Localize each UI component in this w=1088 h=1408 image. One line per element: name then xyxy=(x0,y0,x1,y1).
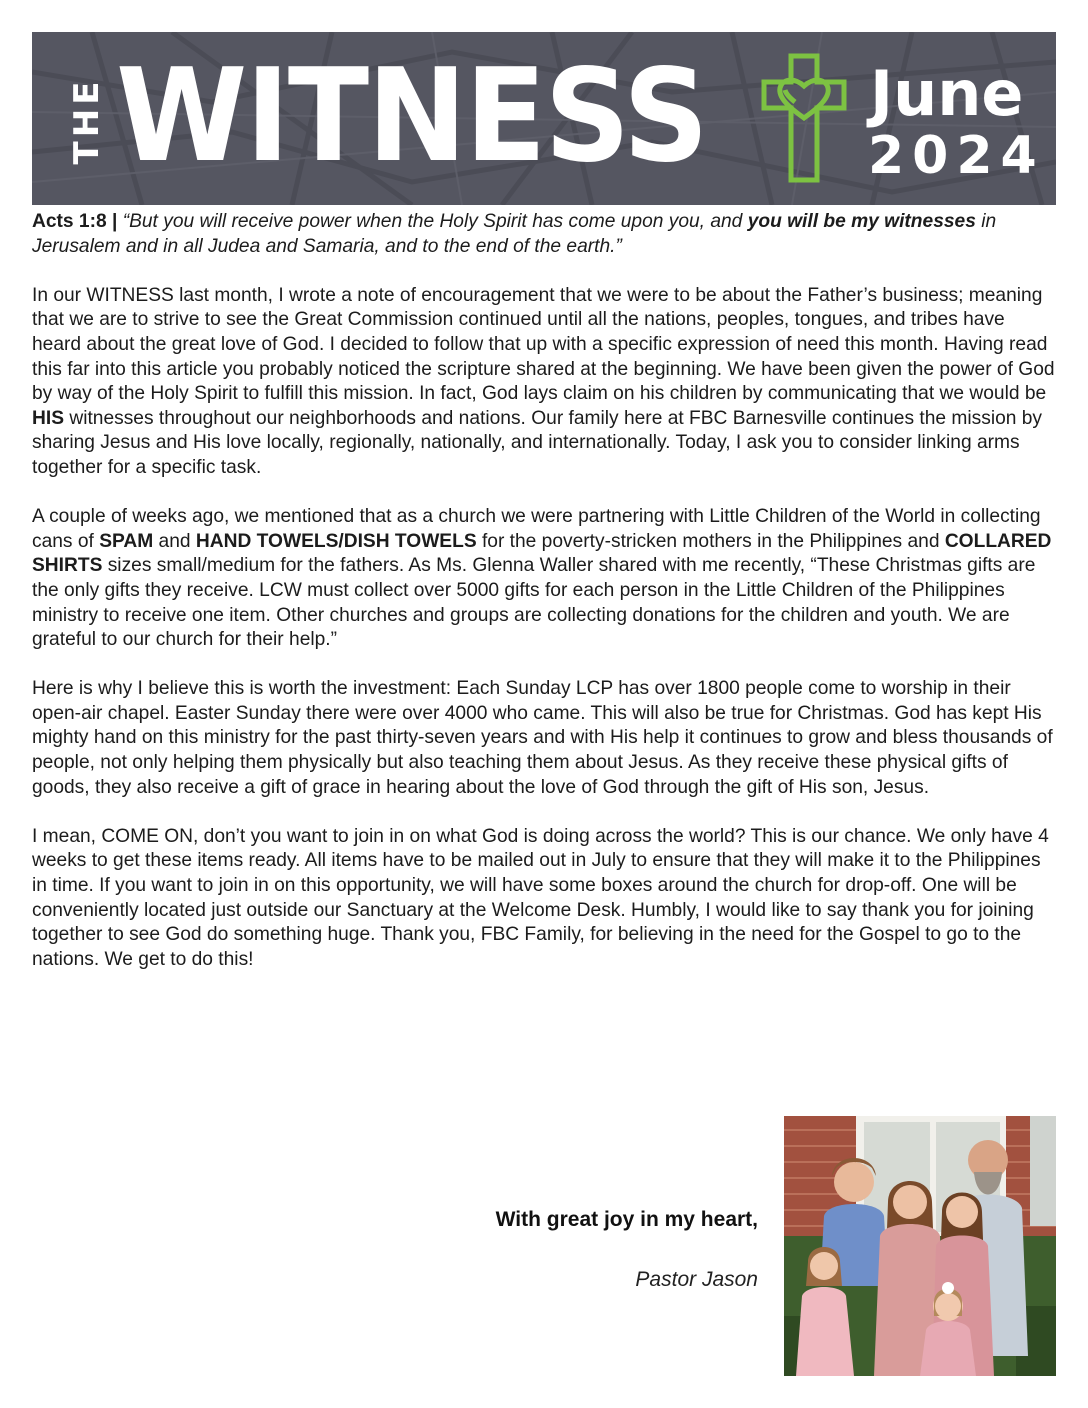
signature-name: Pastor Jason xyxy=(635,1268,758,1291)
masthead-the: THE xyxy=(67,77,107,165)
paragraph-1-his: HIS xyxy=(32,407,64,429)
issue-month: June xyxy=(870,57,1024,130)
scripture-text-1: “But you will receive power when the Holy Spirit has come upon you, and xyxy=(122,211,748,232)
item-shirts: COLLARED SHIRTS xyxy=(32,530,1052,577)
signature-closing: With great joy in my heart, xyxy=(495,1208,758,1231)
masthead-banner xyxy=(32,32,1056,205)
paragraph-2-text-b: and xyxy=(153,530,196,552)
paragraph-2-text-c: for the poverty-stricken mothers in the Philippines and xyxy=(476,530,945,552)
family-photo xyxy=(784,1116,1056,1376)
masthead-title: WITNESS xyxy=(116,42,707,191)
scripture-reference: Acts 1:8 | xyxy=(32,211,118,232)
paragraph-3: Here is why I believe this is worth the investment: Each Sunday LCP has over 1800 people come to worship in their open-air chapel. Easter Sunday there were over 4000 who came. This will also be true for Christmas. God has kept His mighty hand on this ministry for the past thirty-seven years and with His help it continues to grow and bless thousands of people, not only helping them physically but also teaching them about Jesus. As they receive these physical gifts of goods, they also receive a gift of grace in hearing about the love of God through the gift of His son, Jesus. xyxy=(32,678,1053,798)
paragraph-2 xyxy=(32,505,1056,653)
paragraph-2-text-d: sizes small/medium for the fathers. As Ms. Glenna Waller shared with me recently, “These Christmas gifts are the only gifts they receive. LCW must collect over 5000 gifts for each person in the Little Children of the Philippines ministry to receive one item. Other churches and groups are collecting donations for the children and youth. We are grateful to our church for their help.” xyxy=(32,555,1036,651)
scripture-quote xyxy=(32,210,1056,259)
issue-year: 2024 xyxy=(868,126,1045,186)
scripture-text-2: in Jerusalem and in all Judea and Samaria, and to the end of the earth.” xyxy=(32,211,997,257)
paragraph-1 xyxy=(32,284,1056,481)
paragraph-4: I mean, COME ON, don’t you want to join in on what God is doing across the world? This is our chance. We only have 4 weeks to get these items ready. All items have to be mailed out in July to ensure that they will make it to the Philippines in time. If you want to join in on this opportunity, we will have some boxes around the church for drop-off. One will be conveniently located just outside our Sanctuary at the Welcome Desk. Humbly, I would like to say thank you for joining together to see God do something huge. Thank you, FBC Family, for believing in the need for the Gospel to go to the nations. We get to do this! xyxy=(32,825,1049,970)
paragraph-2-text-a: A couple of weeks ago, we mentioned that as a church we were partnering with Little Children of the World in collecting cans of xyxy=(32,506,1041,552)
article-body xyxy=(32,210,1056,997)
paragraph-1-text-a: In our WITNESS last month, I wrote a note of encouragement that we were to be about the Father’s business; meaning that we are to strive to see the Great Commission continued until all the nations, peoples, tongues, and tribes have heard about the great love of God. I decided to follow that up with a specific expression of need this month. Having read this far into this article you probably noticed the scripture shared at the beginning. We have been given the power of God by way of the Holy Spirit to fulfill this mission. In fact, God lays claim on his children by communicating that we would be xyxy=(32,284,1055,405)
item-towels: HAND TOWELS/DISH TOWELS xyxy=(195,530,477,552)
scripture-emphasis: you will be my witnesses xyxy=(747,211,976,232)
item-spam: SPAM xyxy=(99,530,154,552)
family-photo-icon xyxy=(784,1116,1056,1376)
paragraph-1-text-b: witnesses throughout our neighborhoods and nations. Our family here at FBC Barnesville continues the mission by sharing Jesus and His love locally, regionally, nationally, and internationally. Today, I ask you to consider linking arms together for a specific task. xyxy=(32,407,1043,478)
cross-heart-icon xyxy=(760,52,848,184)
